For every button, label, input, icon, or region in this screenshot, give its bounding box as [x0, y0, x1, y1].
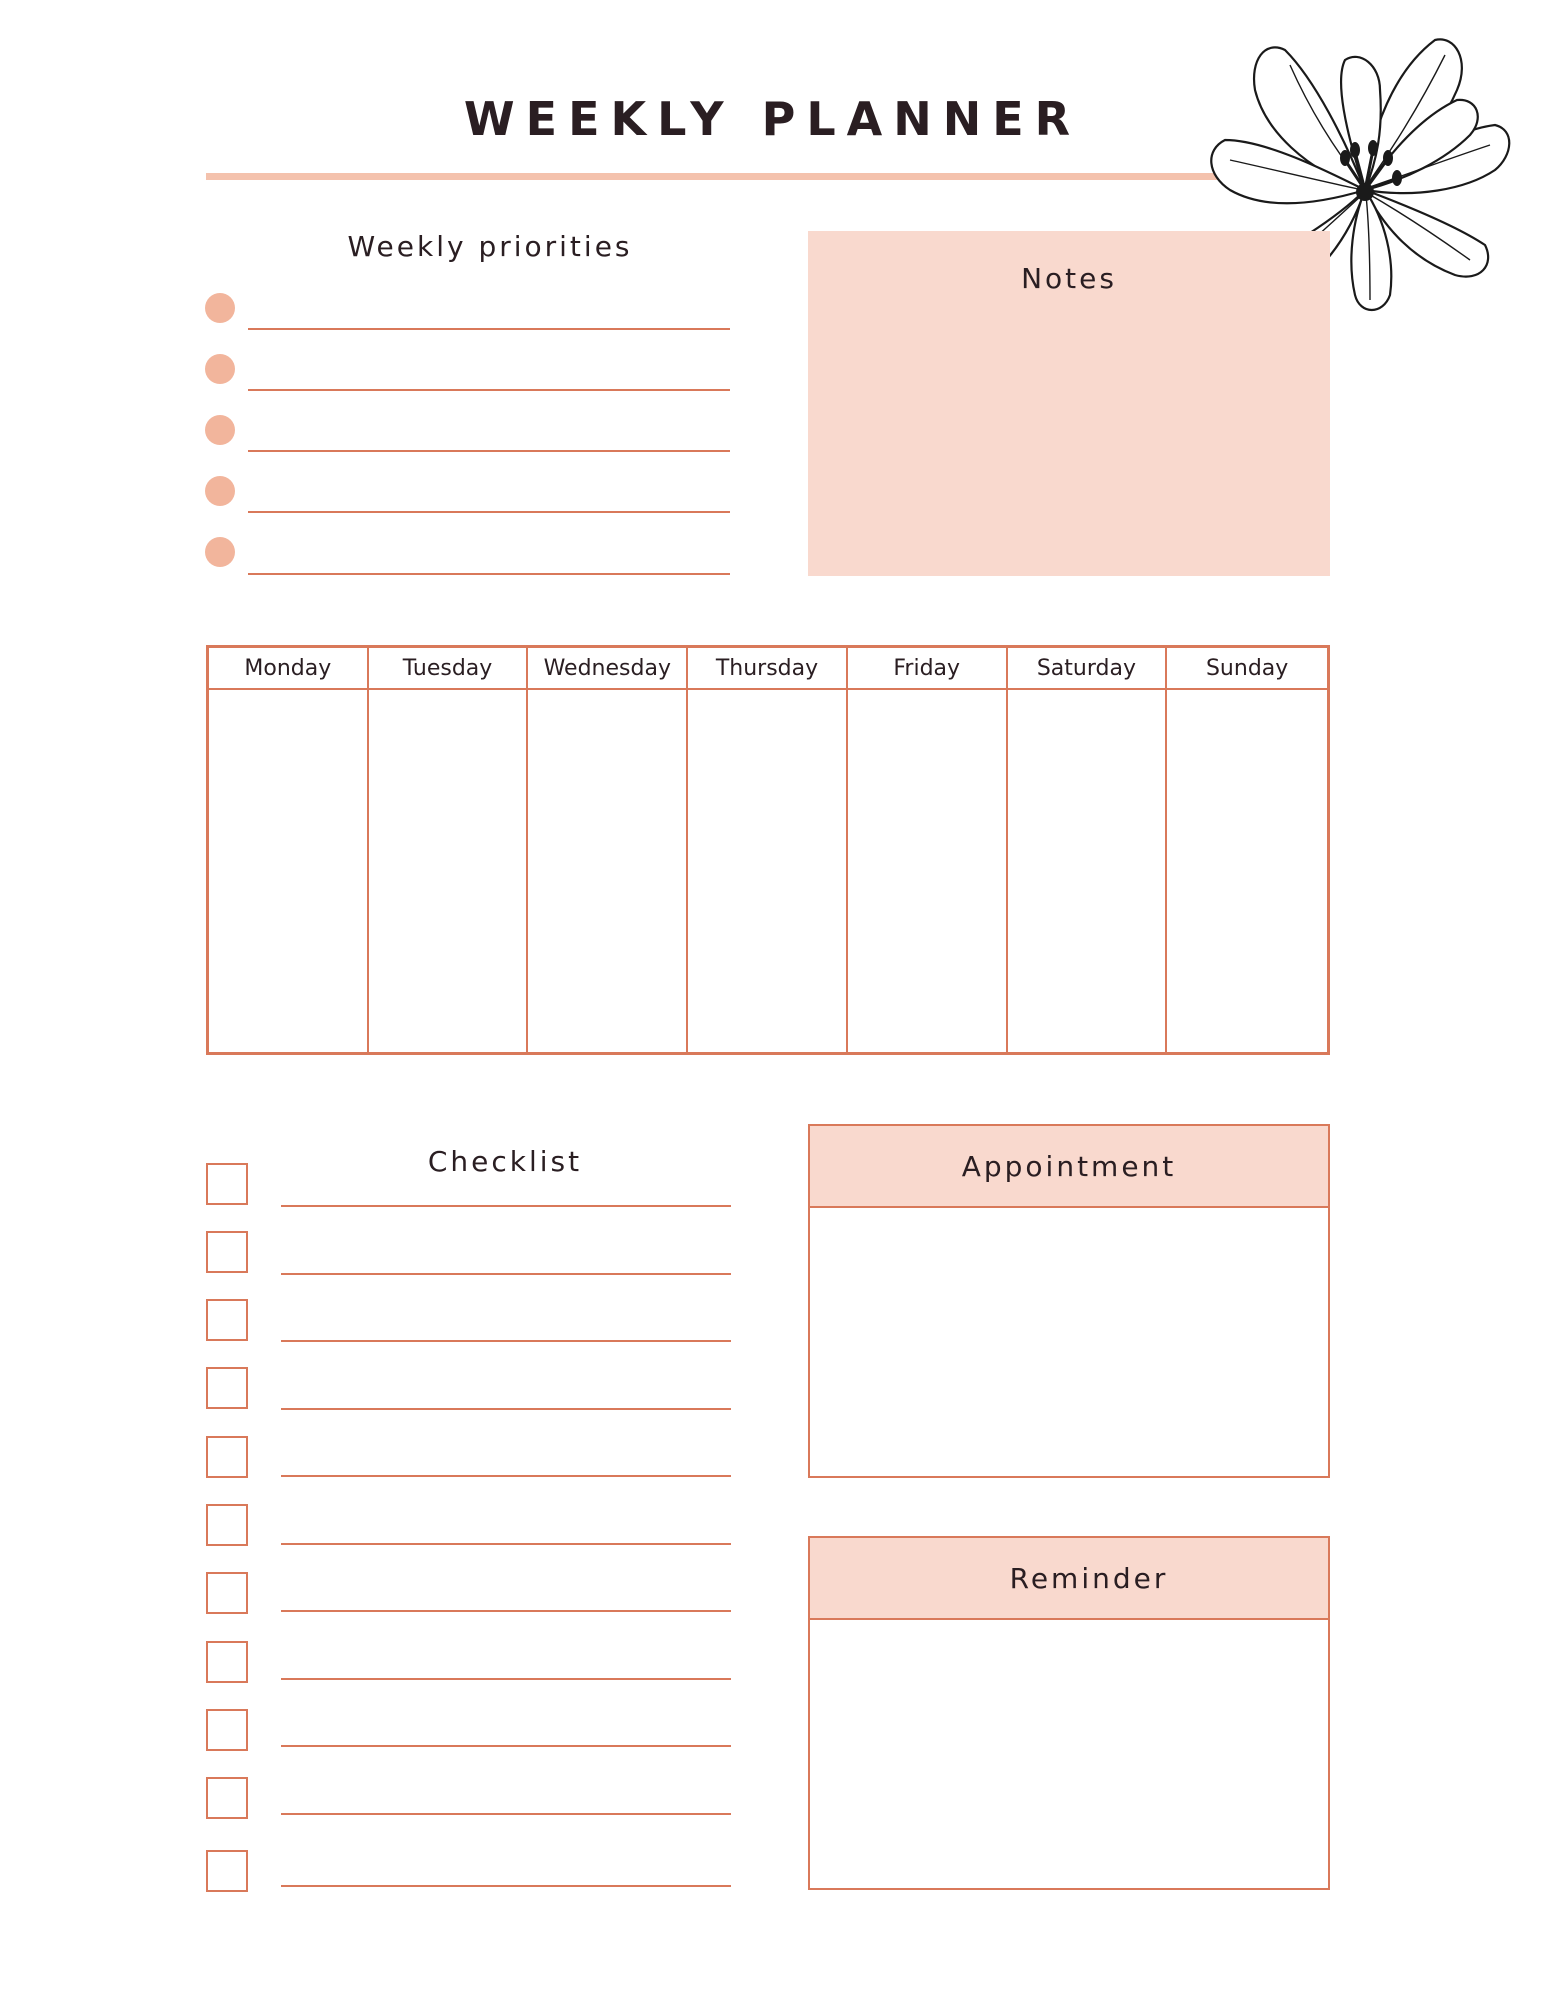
day-cell-wednesday[interactable] [528, 690, 688, 1052]
priority-bullet [205, 537, 235, 567]
checklist-line[interactable] [281, 1340, 731, 1342]
checklist-line[interactable] [281, 1475, 731, 1477]
day-header-tuesday: Tuesday [369, 648, 529, 690]
priority-line[interactable] [248, 389, 730, 391]
day-header-friday: Friday [848, 648, 1008, 690]
checklist-checkbox[interactable] [206, 1709, 248, 1751]
title-divider [206, 173, 1330, 180]
reminder-panel[interactable] [808, 1536, 1330, 1890]
day-header-sunday: Sunday [1167, 648, 1327, 690]
day-header-thursday: Thursday [688, 648, 848, 690]
priority-line[interactable] [248, 328, 730, 330]
priority-bullet [205, 415, 235, 445]
checklist-heading: Checklist [427, 1145, 583, 1178]
appointment-panel[interactable] [808, 1124, 1330, 1478]
appointment-heading: Appointment [810, 1126, 1328, 1208]
day-header-wednesday: Wednesday [528, 648, 688, 690]
checklist-checkbox[interactable] [206, 1231, 248, 1273]
checklist-checkbox[interactable] [206, 1367, 248, 1409]
checklist-checkbox[interactable] [206, 1572, 248, 1614]
week-table [206, 645, 1330, 1055]
checklist-line[interactable] [281, 1678, 731, 1680]
priority-bullet [205, 293, 235, 323]
checklist-checkbox[interactable] [206, 1504, 248, 1546]
priority-line[interactable] [248, 511, 730, 513]
day-cell-thursday[interactable] [688, 690, 848, 1052]
day-cell-friday[interactable] [848, 690, 1008, 1052]
checklist-checkbox[interactable] [206, 1436, 248, 1478]
page-title: WEEKLY PLANNER [463, 92, 1082, 146]
checklist-line[interactable] [281, 1745, 731, 1747]
priorities-heading: Weekly priorities [347, 230, 633, 263]
checklist-checkbox[interactable] [206, 1299, 248, 1341]
checklist-line[interactable] [281, 1885, 731, 1887]
day-cell-monday[interactable] [209, 690, 369, 1052]
priority-line[interactable] [248, 450, 730, 452]
checklist-checkbox[interactable] [206, 1850, 248, 1892]
checklist-line[interactable] [281, 1408, 731, 1410]
checklist-checkbox[interactable] [206, 1641, 248, 1683]
day-cell-sunday[interactable] [1167, 690, 1327, 1052]
priority-line[interactable] [248, 573, 730, 575]
day-cell-saturday[interactable] [1008, 690, 1168, 1052]
checklist-line[interactable] [281, 1543, 731, 1545]
checklist-checkbox[interactable] [206, 1777, 248, 1819]
checklist-line[interactable] [281, 1273, 731, 1275]
reminder-heading: Reminder [810, 1538, 1328, 1620]
day-header-monday: Monday [209, 648, 369, 690]
priority-bullet [205, 354, 235, 384]
checklist-line[interactable] [281, 1610, 731, 1612]
priority-bullet [205, 476, 235, 506]
checklist-checkbox[interactable] [206, 1163, 248, 1205]
checklist-line[interactable] [281, 1813, 731, 1815]
notes-heading: Notes [1021, 262, 1117, 295]
day-cell-tuesday[interactable] [369, 690, 529, 1052]
day-header-saturday: Saturday [1008, 648, 1168, 690]
checklist-line[interactable] [281, 1205, 731, 1207]
